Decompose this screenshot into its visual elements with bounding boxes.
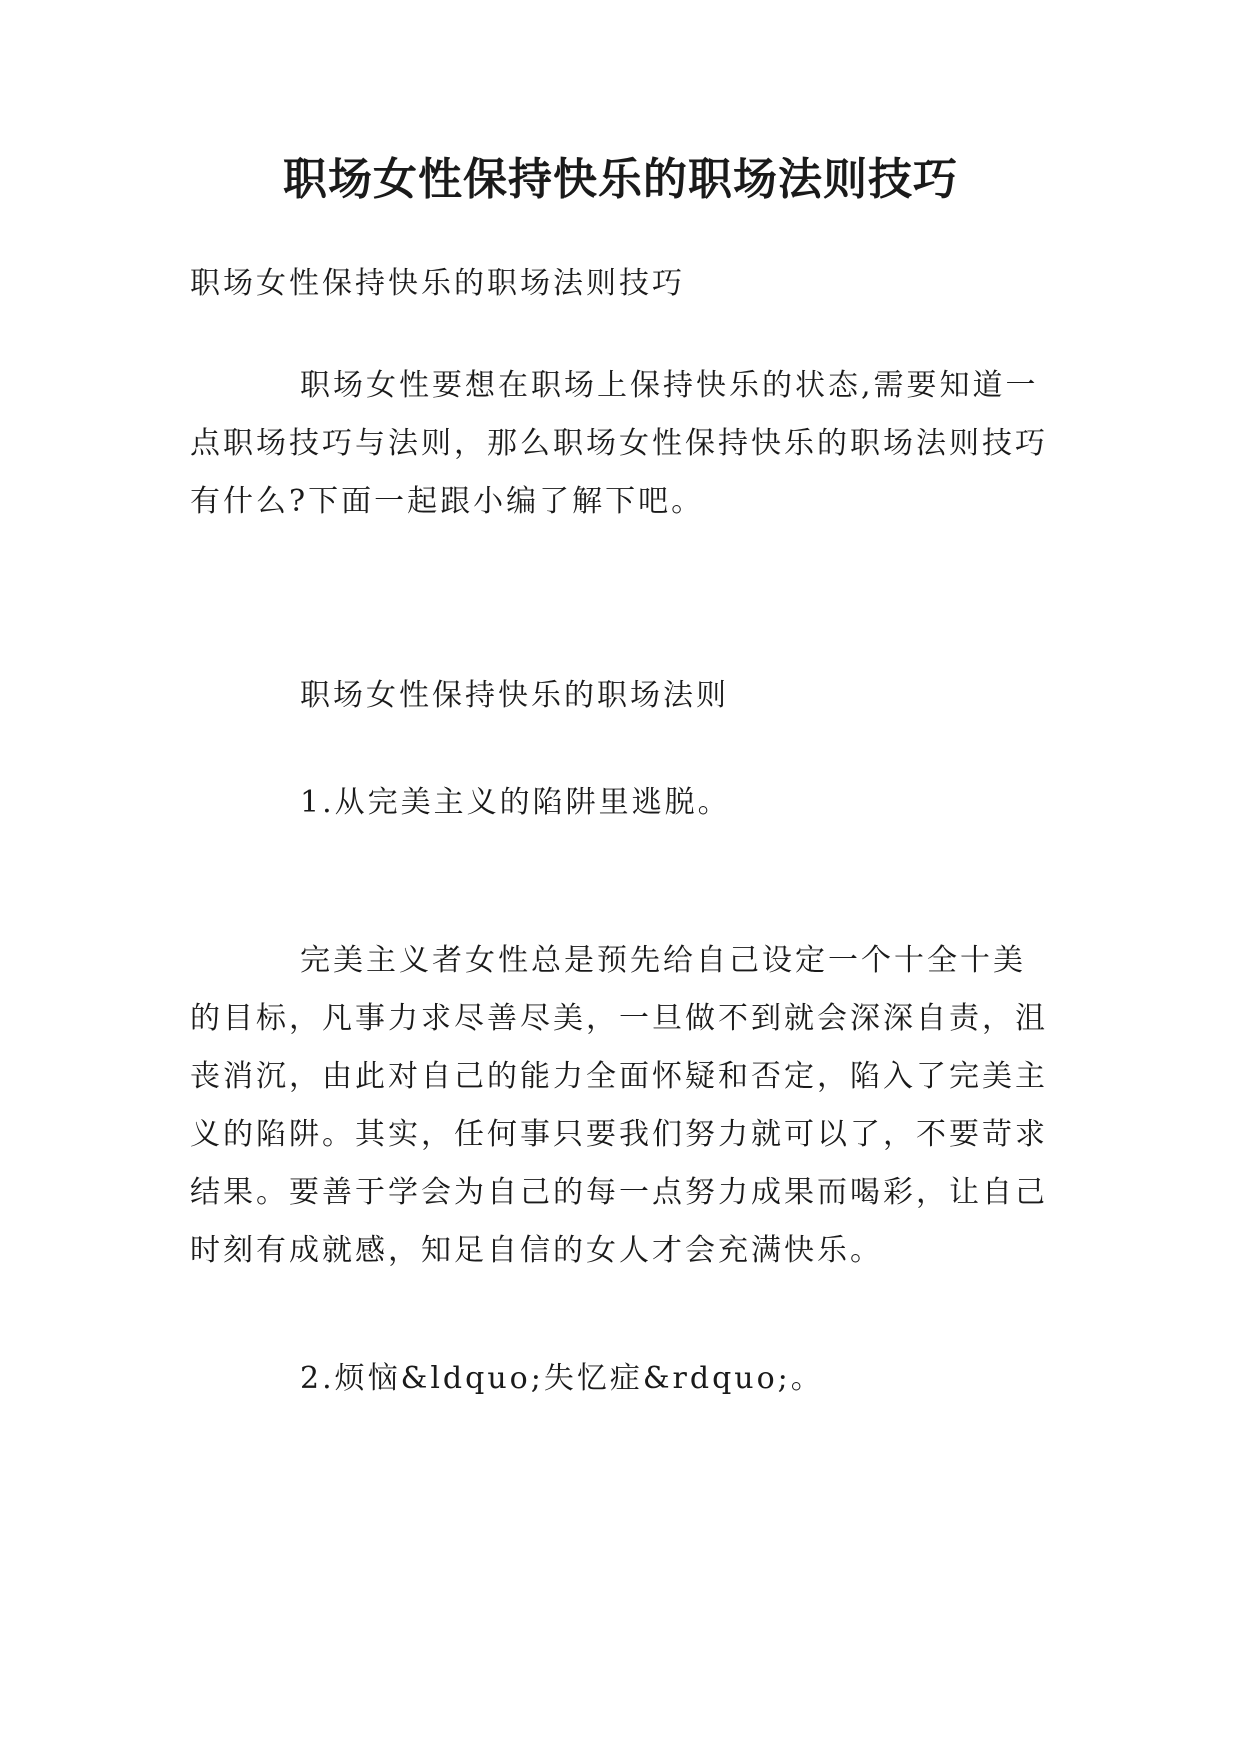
item-1-body: 完美主义者女性总是预先给自己设定一个十全十美的目标，凡事力求尽善尽美，一旦做不到就会深深自责，沮丧消沉，由此对自己的能力全面怀疑和否定，陷入了完美主义的陷阱。其实，任何事只要我们努力就可以了，不要苛求结果。要善于学会为自己的每一点努力成果而喝彩，让自己时刻有成就感，知足自信的女人才会充满快乐。 [190,943,1048,1268]
section-heading: 职场女性保持快乐的职场法则 [300,678,729,713]
item-2-heading: 2.烦恼&ldquo;失忆症&rdquo;。 [300,1361,824,1396]
intro-paragraph: 职场女性要想在职场上保持快乐的状态,需要知道一点职场技巧与法则，那么职场女性保持快乐的职场法则技巧有什么?下面一起跟小编了解下吧。 [190,368,1048,519]
document-subtitle: 职场女性保持快乐的职场法则技巧 [190,266,685,301]
document-title: 职场女性保持快乐的职场法则技巧 [283,154,958,205]
item-1-heading: 1.从完美主义的陷阱里逃脱。 [300,785,731,820]
